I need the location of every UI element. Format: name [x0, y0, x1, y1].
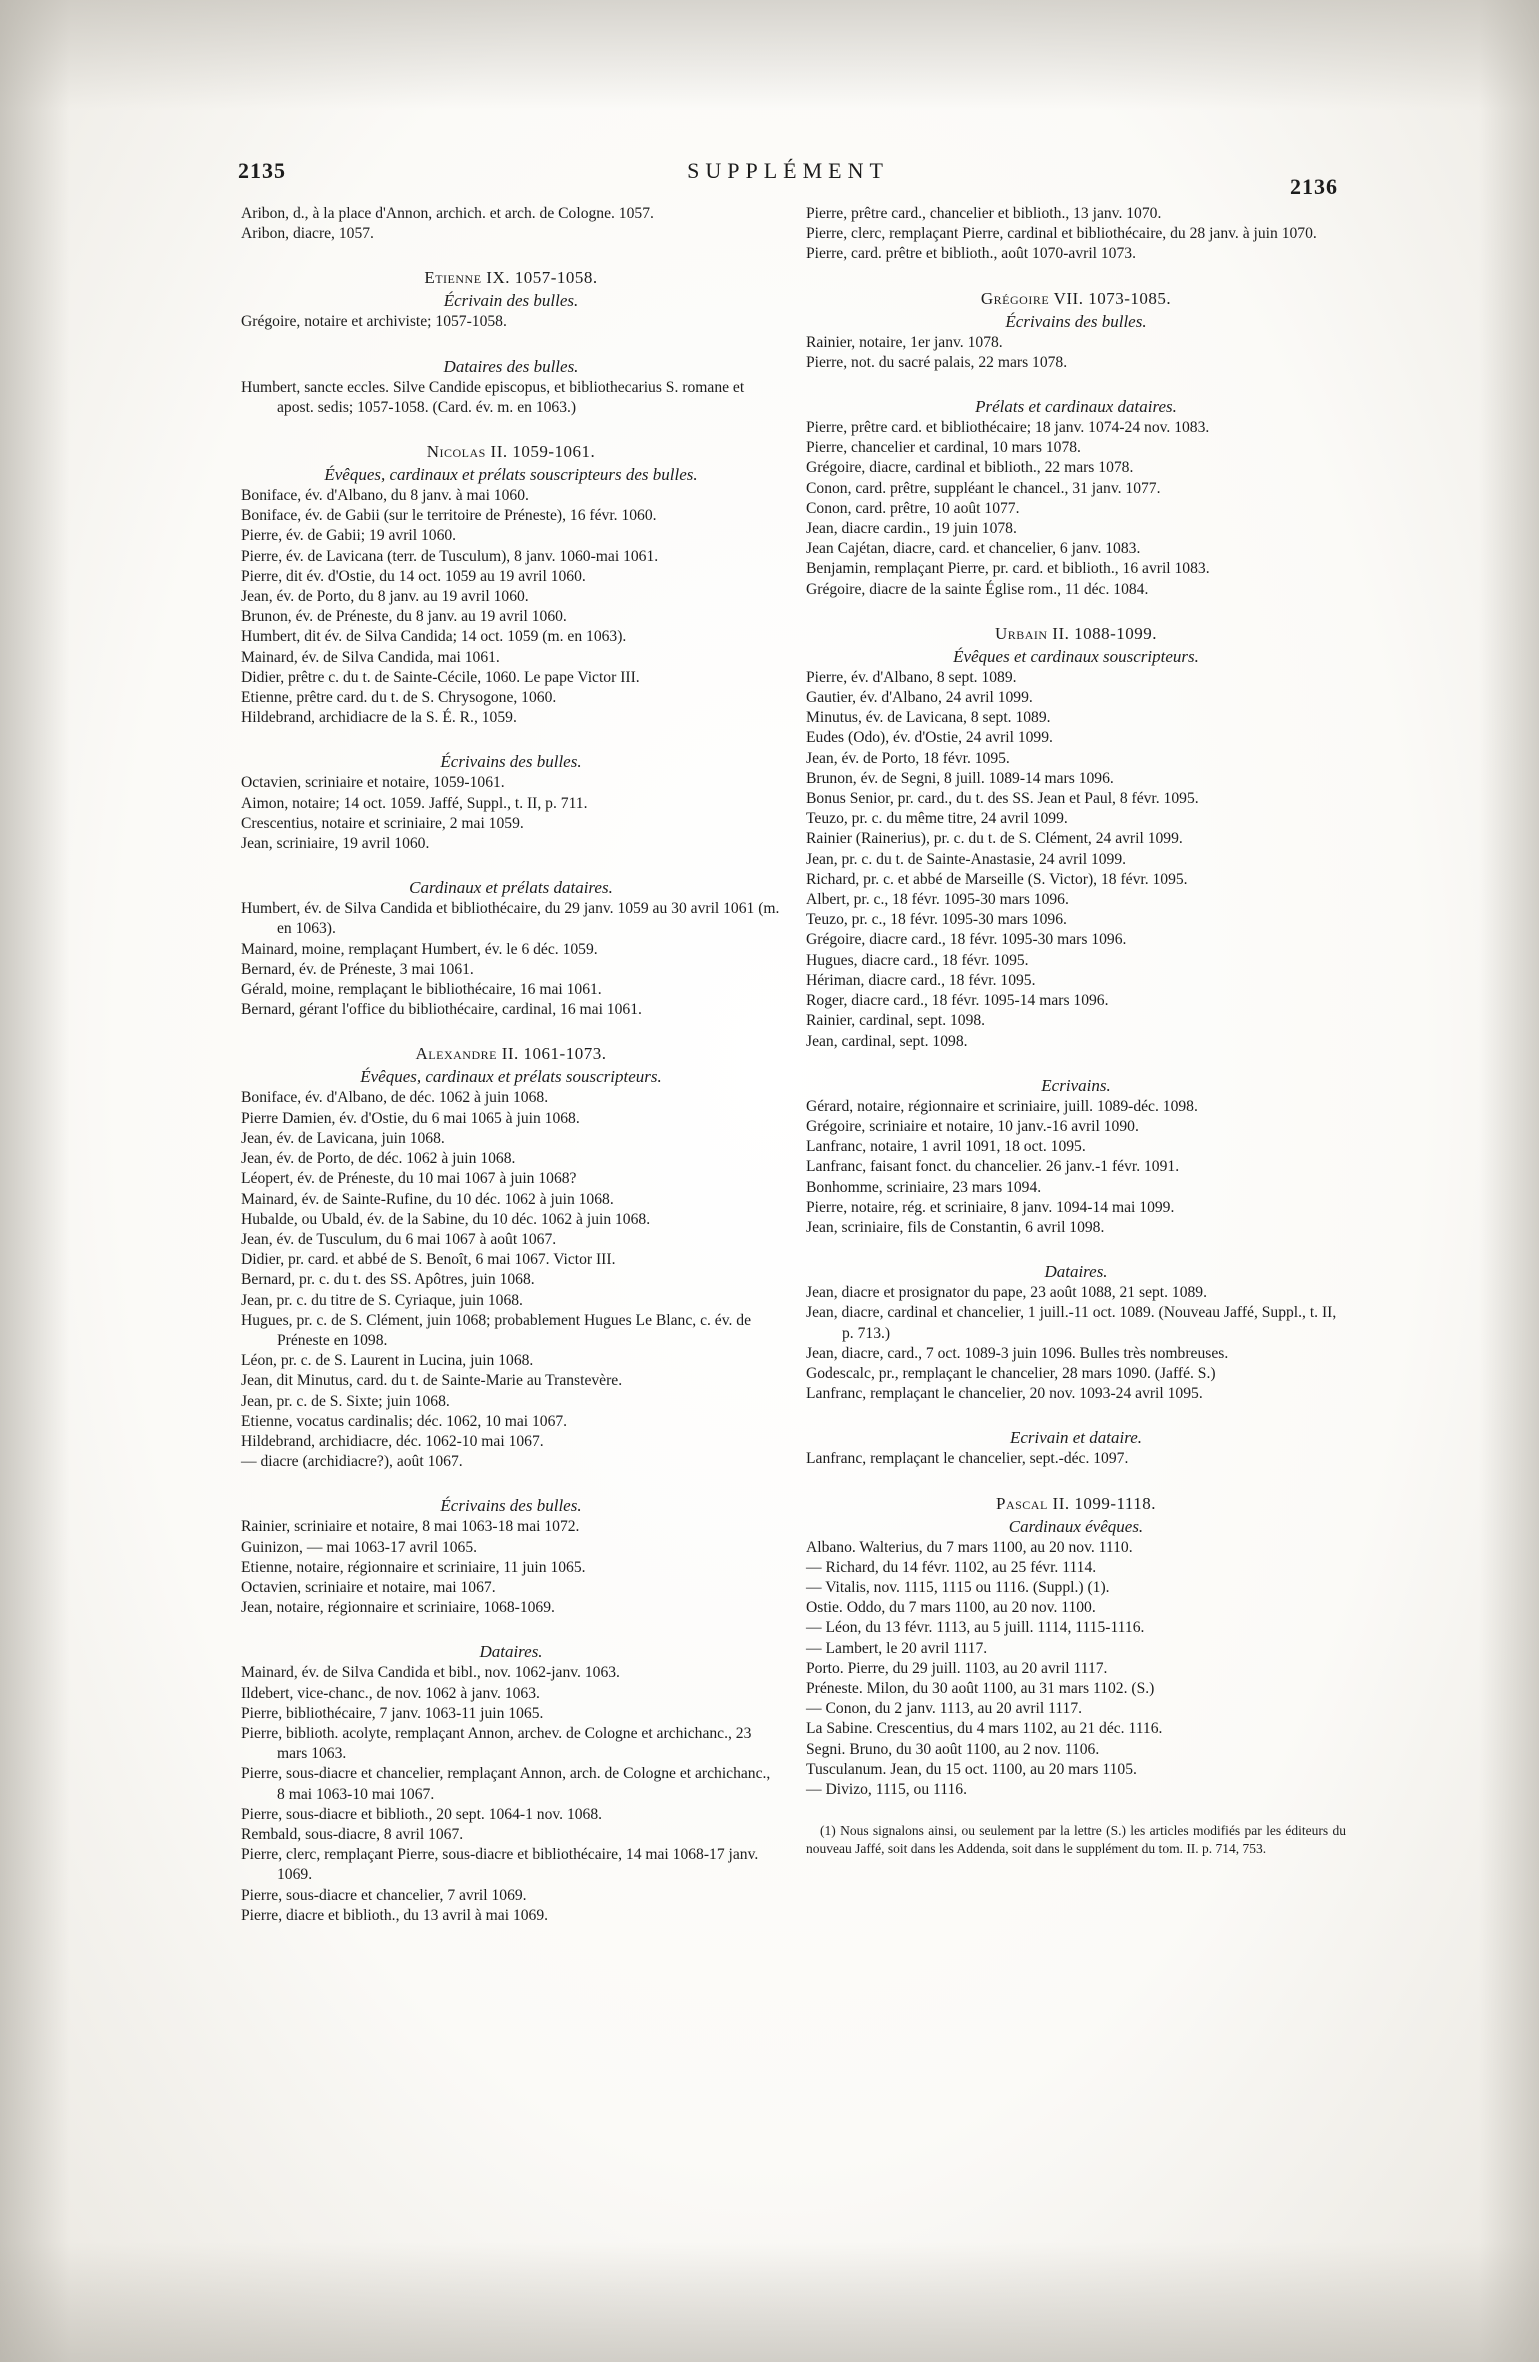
- scan-shadow-top: [0, 0, 1539, 110]
- list-entry: Conon, card. prêtre, 10 août 1077.: [806, 499, 1020, 517]
- list-entry: — Conon, du 2 janv. 1113, au 20 avril 1117.: [806, 1700, 1083, 1718]
- list-entry: Lanfranc, remplaçant le chancelier, 20 nov. 1093-24 avril 1095.: [806, 1385, 1203, 1403]
- list-entry: Pierre, chancelier et cardinal, 10 mars 1078.: [806, 439, 1081, 457]
- scan-shadow-bottom: [0, 2242, 1539, 2362]
- list-entry: Mainard, év. de Silva Candida et bibl., nov. 1062-janv. 1063.: [241, 1664, 620, 1682]
- list-entry: Jean, dit Minutus, card. du t. de Sainte-Marie au Transtevère.: [241, 1372, 623, 1390]
- list-entry: Hildebrand, archidiacre, déc. 1062-10 mai 1067.: [241, 1432, 544, 1450]
- list-entry: Boniface, év. d'Albano, de déc. 1062 à juin 1068.: [241, 1089, 549, 1107]
- list-entry: Eudes (Odo), év. d'Ostie, 24 avril 1099.: [806, 729, 1053, 747]
- list-entry: Segni. Bruno, du 30 août 1100, au 2 nov. 1106.: [806, 1740, 1100, 1758]
- list-entry: Boniface, év. d'Albano, du 8 janv. à mai 1060.: [241, 487, 529, 505]
- section-subheading: Dataires.: [1044, 1262, 1108, 1282]
- list-entry: Jean, pr. c. du t. de Sainte-Anastasie, 24 avril 1099.: [806, 850, 1127, 868]
- list-entry: Jean, év. de Lavicana, juin 1068.: [241, 1129, 445, 1147]
- spacer: [806, 1238, 1346, 1260]
- list-entry: Albert, pr. c., 18 févr. 1095-30 mars 1096.: [806, 891, 1069, 909]
- spacer: [241, 728, 781, 750]
- spacer: [806, 373, 1346, 395]
- scan-shadow-right: [1479, 0, 1539, 2362]
- page-number-left: 2135: [238, 158, 286, 183]
- pontificate-heading: Nicolas II. 1059-1061.: [426, 442, 596, 462]
- list-entry: Rainier, notaire, 1er janv. 1078.: [806, 333, 1003, 351]
- list-entry: Pierre, sous-diacre et biblioth., 20 sept. 1064-1 nov. 1068.: [241, 1805, 603, 1823]
- spacer: [241, 854, 781, 876]
- list-entry: Pierre, clerc, remplaçant Pierre, sous-diacre et bibliothécaire, 14 mai 1068-17 janv. 1069.: [241, 1846, 759, 1884]
- scan-shadow-left: [0, 0, 70, 2362]
- list-entry: Octavien, scriniaire et notaire, mai 1067.: [241, 1578, 496, 1596]
- list-entry: Bernard, év. de Préneste, 3 mai 1061.: [241, 960, 474, 978]
- list-entry: Gautier, év. d'Albano, 24 avril 1099.: [806, 689, 1033, 707]
- section-subheading: Dataires.: [479, 1642, 543, 1662]
- list-entry: Jean, diacre, cardinal et chancelier, 1 juill.-11 oct. 1089. (Nouveau Jaffé, Suppl., t. II, p. 713.): [806, 1304, 1337, 1342]
- list-entry: Godescalc, pr., remplaçant le chancelier, 28 mars 1090. (Jaffé. S.): [806, 1364, 1216, 1382]
- list-entry: La Sabine. Crescentius, du 4 mars 1102, au 21 déc. 1116.: [806, 1720, 1163, 1738]
- spacer: [806, 1470, 1346, 1492]
- section-subheading: Ecrivains.: [1041, 1075, 1111, 1095]
- list-entry: — Léon, du 13 févr. 1113, au 5 juill. 1114, 1115-1116.: [806, 1619, 1145, 1637]
- list-entry: Humbert, dit év. de Silva Candida; 14 oct. 1059 (m. en 1063).: [241, 628, 627, 646]
- list-entry: Pierre, card. prêtre et biblioth., août 1070-avril 1073.: [806, 245, 1136, 263]
- section-subheading: Ecrivain et dataire.: [1009, 1428, 1143, 1448]
- list-entry: — Lambert, le 20 avril 1117.: [806, 1639, 988, 1657]
- list-entry: Conon, card. prêtre, suppléant le chancel., 31 janv. 1077.: [806, 479, 1161, 497]
- list-entry: Jean, notaire, régionnaire et scriniaire, 1068-1069.: [241, 1599, 555, 1617]
- page-header: [238, 158, 1338, 199]
- list-entry: Aribon, d., à la place d'Annon, archich. et arch. de Cologne. 1057.: [241, 205, 654, 222]
- list-entry: Jean, cardinal, sept. 1098.: [806, 1032, 968, 1050]
- list-entry: Hugues, diacre card., 18 févr. 1095.: [806, 951, 1029, 969]
- list-entry: Lanfranc, notaire, 1 avril 1091, 18 oct. 1095.: [806, 1138, 1086, 1156]
- spacer: [241, 333, 781, 355]
- section-subheading: Écrivains des bulles.: [1005, 311, 1147, 331]
- list-entry: Jean, diacre et prosignator du pape, 23 août 1088, 21 sept. 1089.: [806, 1284, 1208, 1302]
- list-entry: Ostie. Oddo, du 7 mars 1100, au 20 nov. 1100.: [806, 1599, 1096, 1617]
- list-entry: Etienne, vocatus cardinalis; déc. 1062, 10 mai 1067.: [241, 1412, 568, 1430]
- section-subheading: Cardinaux et prélats dataires.: [409, 878, 613, 898]
- list-entry: Lanfranc, faisant fonct. du chancelier. 26 janv.-1 févr. 1091.: [806, 1158, 1180, 1176]
- list-entry: Jean, diacre, card., 7 oct. 1089-3 juin 1096. Bulles très nombreuses.: [806, 1344, 1229, 1362]
- list-entry: Bernard, pr. c. du t. des SS. Apôtres, juin 1068.: [241, 1271, 535, 1289]
- left-column: [241, 204, 781, 1926]
- section-subheading: Évêques, cardinaux et prélats souscripteurs des bulles.: [324, 465, 698, 485]
- list-entry: Pierre, prêtre card. et bibliothécaire; 18 janv. 1074-24 nov. 1083.: [806, 419, 1210, 437]
- list-entry: Mainard, év. de Silva Candida, mai 1061.: [241, 648, 500, 666]
- list-entry: Brunon, év. de Préneste, du 8 janv. au 19 avril 1060.: [241, 608, 567, 626]
- list-entry: Pierre Damien, év. d'Ostie, du 6 mai 1065 à juin 1068.: [241, 1109, 580, 1127]
- list-entry: — diacre (archidiacre?), août 1067.: [241, 1453, 463, 1471]
- list-entry: Didier, pr. card. et abbé de S. Benoît, 6 mai 1067. Victor III.: [241, 1251, 616, 1269]
- pontificate-heading: Alexandre II. 1061-1073.: [415, 1044, 607, 1064]
- list-entry: — Divizo, 1115, ou 1116.: [806, 1780, 967, 1798]
- list-entry: Porto. Pierre, du 29 juill. 1103, au 20 avril 1117.: [806, 1659, 1108, 1677]
- list-entry: Pierre, notaire, rég. et scriniaire, 8 janv. 1094-14 mai 1099.: [806, 1198, 1175, 1216]
- list-entry: Bernard, gérant l'office du bibliothécaire, cardinal, 16 mai 1061.: [241, 1001, 642, 1019]
- list-entry: Pierre, sous-diacre et chancelier, remplaçant Annon, arch. de Cologne et archichanc., 8 mai 1063-10 mai 1067.: [241, 1765, 771, 1803]
- list-entry: Roger, diacre card., 18 févr. 1095-14 mars 1096.: [806, 992, 1109, 1010]
- list-entry: Octavien, scriniaire et notaire, 1059-1061.: [241, 774, 505, 792]
- list-entry: — Vitalis, nov. 1115, 1115 ou 1116. (Suppl.) (1).: [806, 1578, 1110, 1596]
- pontificate-heading: Pascal II. 1099-1118.: [995, 1493, 1157, 1513]
- list-entry: Crescentius, notaire et scriniaire, 2 mai 1059.: [241, 814, 524, 832]
- page-number-right: 2136: [1290, 174, 1338, 199]
- list-entry: Guinizon, — mai 1063-17 avril 1065.: [241, 1538, 478, 1556]
- section-subheading: Écrivains des bulles.: [440, 1496, 582, 1516]
- list-entry: Grégoire, diacre, cardinal et biblioth., 22 mars 1078.: [806, 459, 1134, 477]
- list-entry: Pierre, biblioth. acolyte, remplaçant Annon, archev. de Cologne et archichanc., 23 mars 1063.: [241, 1724, 752, 1763]
- spacer: [241, 1020, 781, 1042]
- section-subheading: Évêques, cardinaux et prélats souscripteurs.: [360, 1067, 662, 1087]
- list-entry: Minutus, év. de Lavicana, 8 sept. 1089.: [806, 709, 1051, 727]
- pontificate-heading: Etienne IX. 1057-1058.: [424, 268, 598, 288]
- list-entry: Léopert, év. de Préneste, du 10 mai 1067 à juin 1068?: [241, 1170, 577, 1188]
- pontificate-heading: Grégoire VII. 1073-1085.: [980, 288, 1172, 308]
- section-subheading: Évêques et cardinaux souscripteurs.: [953, 646, 1199, 666]
- list-entry: Léon, pr. c. de S. Laurent in Lucina, juin 1068.: [241, 1352, 534, 1370]
- list-entry: Jean, diacre cardin., 19 juin 1078.: [806, 520, 1017, 538]
- list-entry: Richard, pr. c. et abbé de Marseille (S. Victor), 18 févr. 1095.: [806, 870, 1188, 888]
- list-entry: Jean, pr. c. de S. Sixte; juin 1068.: [241, 1392, 450, 1410]
- list-entry: Hériman, diacre card., 18 févr. 1095.: [806, 971, 1036, 989]
- list-entry: Lanfranc, remplaçant le chancelier, sept.-déc. 1097.: [806, 1450, 1129, 1468]
- list-entry: Rembald, sous-diacre, 8 avril 1067.: [241, 1825, 464, 1843]
- spacer: [241, 418, 781, 440]
- list-entry: Teuzo, pr. c. du même titre, 24 avril 1099.: [806, 810, 1068, 828]
- list-entry: Gérard, notaire, régionnaire et scriniaire, juill. 1089-déc. 1098.: [806, 1097, 1198, 1115]
- list-entry: Pierre, sous-diacre et chancelier, 7 avril 1069.: [241, 1886, 527, 1904]
- section-subheading: Dataires des bulles.: [443, 356, 579, 376]
- list-entry: Rainier, scriniaire et notaire, 8 mai 1063-18 mai 1072.: [241, 1518, 580, 1536]
- list-entry: Mainard, moine, remplaçant Humbert, év. le 6 déc. 1059.: [241, 940, 598, 958]
- list-entry: Humbert, sancte eccles. Silve Candide episcopus, et bibliothecarius S. romane et apost. sedis; 1057-1058. (Card. év. m. en 1063.): [241, 378, 745, 416]
- list-entry: Didier, prêtre c. du t. de Sainte-Cécile, 1060. Le pape Victor III.: [241, 668, 640, 686]
- list-entry: Jean, scriniaire, 19 avril 1060.: [241, 835, 430, 853]
- list-entry: Teuzo, pr. c., 18 févr. 1095-30 mars 1096.: [806, 911, 1067, 929]
- list-entry: Aribon, diacre, 1057.: [241, 225, 374, 243]
- list-entry: Pierre, clerc, remplaçant Pierre, cardinal et bibliothécaire, du 28 janv. à juin 1070.: [806, 225, 1317, 243]
- list-entry: Rainier (Rainerius), pr. c. du t. de S. Clément, 24 avril 1099.: [806, 830, 1183, 848]
- list-entry: Boniface, év. de Gabii (sur le territoire de Préneste), 16 févr. 1060.: [241, 507, 657, 525]
- list-entry: Albano. Walterius, du 7 mars 1100, au 20 nov. 1110.: [806, 1538, 1133, 1556]
- right-column: [806, 204, 1346, 1858]
- spacer: [806, 1800, 1346, 1822]
- list-entry: Jean, scriniaire, fils de Constantin, 6 avril 1098.: [806, 1218, 1105, 1236]
- list-entry: Préneste. Milon, du 30 août 1100, au 31 mars 1102. (S.): [806, 1679, 1155, 1697]
- list-entry: Etienne, prêtre card. du t. de S. Chrysogone, 1060.: [241, 689, 557, 707]
- list-entry: Pierre, év. d'Albano, 8 sept. 1089.: [806, 668, 1017, 686]
- list-entry: Bonhomme, scriniaire, 23 mars 1094.: [806, 1178, 1042, 1196]
- list-entry: Jean, pr. c. du titre de S. Cyriaque, juin 1068.: [241, 1291, 523, 1309]
- spacer: [241, 1472, 781, 1494]
- list-entry: Jean, év. de Porto, 18 févr. 1095.: [806, 749, 1010, 767]
- spacer: [241, 1618, 781, 1640]
- list-entry: Hubalde, ou Ubald, év. de la Sabine, du 10 déc. 1062 à juin 1068.: [241, 1210, 651, 1228]
- list-entry: Pierre, dit év. d'Ostie, du 14 oct. 1059 au 19 avril 1060.: [241, 567, 586, 585]
- list-entry: Pierre, not. du sacré palais, 22 mars 1078.: [806, 353, 1068, 371]
- list-entry: Rainier, cardinal, sept. 1098.: [806, 1012, 986, 1030]
- section-subheading: Écrivains des bulles.: [440, 752, 582, 772]
- list-entry: Pierre, diacre et biblioth., du 13 avril à mai 1069.: [241, 1906, 549, 1924]
- list-entry: Tusculanum. Jean, du 15 oct. 1100, au 20 mars 1105.: [806, 1760, 1137, 1778]
- list-entry: Grégoire, diacre card., 18 févr. 1095-30 mars 1096.: [806, 931, 1127, 949]
- footnote: (1) Nous signalons ainsi, ou seulement par la lettre (S.) les articles modifiés par les éditeurs du nouveau Jaffé, soit dans les Addenda, soit dans le supplément du tom. II. p. 714, 753.: [806, 1823, 1346, 1857]
- list-entry: Grégoire, notaire et archiviste; 1057-1058.: [241, 313, 507, 331]
- section-subheading: Cardinaux évêques.: [1008, 1516, 1144, 1536]
- list-entry: Jean Cajétan, diacre, card. et chancelier, 6 janv. 1083.: [806, 540, 1141, 558]
- spacer: [806, 1052, 1346, 1074]
- list-entry: Mainard, év. de Sainte-Rufine, du 10 déc. 1062 à juin 1068.: [241, 1190, 614, 1208]
- list-entry: Jean, év. de Porto, du 8 janv. au 19 avril 1060.: [241, 588, 529, 606]
- pontificate-heading: Urbain II. 1088-1099.: [994, 623, 1158, 643]
- list-entry: Pierre, év. de Lavicana (terr. de Tusculum), 8 janv. 1060-mai 1061.: [241, 547, 659, 565]
- list-entry: Jean, év. de Tusculum, du 6 mai 1067 à août 1067.: [241, 1230, 557, 1248]
- list-entry: Brunon, év. de Segni, 8 juill. 1089-14 mars 1096.: [806, 769, 1114, 787]
- list-entry: Etienne, notaire, régionnaire et scriniaire, 11 juin 1065.: [241, 1558, 586, 1576]
- spacer: [806, 265, 1346, 287]
- list-entry: Grégoire, diacre de la sainte Église rom., 11 déc. 1084.: [806, 580, 1149, 598]
- list-entry: Humbert, év. de Silva Candida et bibliothécaire, du 29 janv. 1059 au 30 avril 1061 (m. en 1063).: [241, 900, 780, 938]
- spacer: [806, 600, 1346, 622]
- spacer: [241, 244, 781, 266]
- list-entry: Aimon, notaire; 14 oct. 1059. Jaffé, Suppl., t. II, p. 711.: [241, 794, 588, 812]
- list-entry: Pierre, prêtre card., chancelier et biblioth., 13 janv. 1070.: [806, 205, 1162, 222]
- list-entry: Grégoire, scriniaire et notaire, 10 janv.-16 avril 1090.: [806, 1117, 1139, 1135]
- list-entry: Ildebert, vice-chanc., de nov. 1062 à janv. 1063.: [241, 1684, 540, 1702]
- list-entry: Pierre, bibliothécaire, 7 janv. 1063-11 juin 1065.: [241, 1704, 544, 1722]
- list-entry: — Richard, du 14 févr. 1102, au 25 févr. 1114.: [806, 1558, 1097, 1576]
- list-entry: Benjamin, remplaçant Pierre, pr. card. et biblioth., 16 avril 1083.: [806, 560, 1210, 578]
- list-entry: Hugues, pr. c. de S. Clément, juin 1068; probablement Hugues Le Blanc, c. év. de Préneste en 1098.: [241, 1311, 752, 1349]
- list-entry: Hildebrand, archidiacre de la S. É. R., 1059.: [241, 709, 517, 727]
- list-entry: Pierre, év. de Gabii; 19 avril 1060.: [241, 527, 457, 545]
- section-subheading: Prélats et cardinaux dataires.: [975, 397, 1177, 417]
- spacer: [806, 1404, 1346, 1426]
- list-entry: Bonus Senior, pr. card., du t. des SS. Jean et Paul, 8 févr. 1095.: [806, 790, 1199, 808]
- running-title: SUPPLÉMENT: [687, 158, 889, 183]
- list-entry: Jean, év. de Porto, de déc. 1062 à juin 1068.: [241, 1150, 516, 1168]
- list-entry: Gérald, moine, remplaçant le bibliothécaire, 16 mai 1061.: [241, 981, 602, 999]
- section-subheading: Écrivain des bulles.: [443, 291, 579, 311]
